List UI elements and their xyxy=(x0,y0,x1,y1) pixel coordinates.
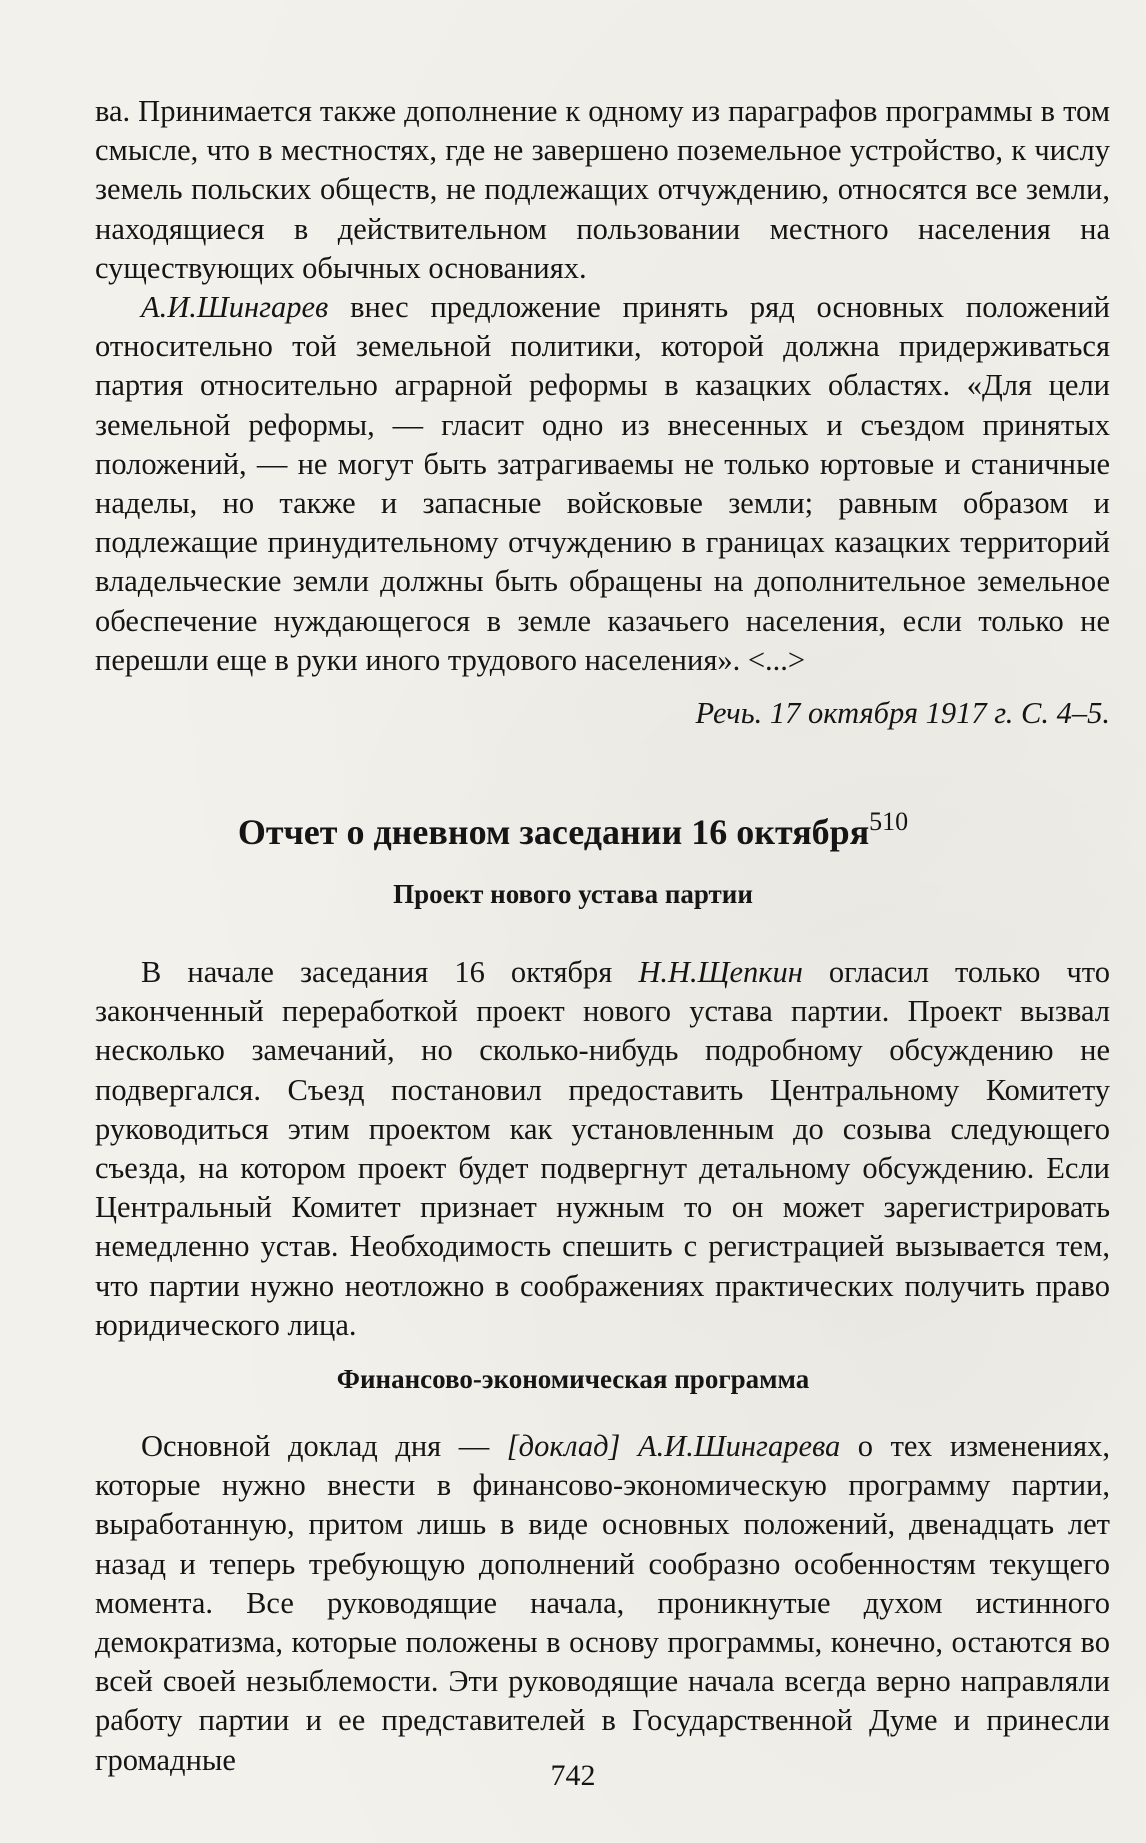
charter-text-block xyxy=(95,953,1110,1345)
finance-text-block xyxy=(95,1427,1110,1780)
finance-paragraph xyxy=(95,1427,1110,1780)
bracket-report: [доклад] xyxy=(506,1429,621,1463)
shingarev-name: А.И.Шингарев xyxy=(141,290,329,325)
charter-paragraph xyxy=(95,953,1110,1345)
shingarev-genitive-name: А.И.Шингарева xyxy=(637,1429,841,1463)
top-text-block xyxy=(95,92,1110,680)
section-heading-finance: Финансово-экономическая программа xyxy=(336,1364,810,1394)
page-number: 742 xyxy=(550,1759,596,1792)
charter-text-before: В начале заседания 16 октября xyxy=(141,955,639,989)
charter-text-after: огласил только что законченный переработкой проект нового устава партии. Проект вызвал несколько замечаний, но сколько-нибудь подробному обсуждению не подвергался. Съезд постановил предоставить Центральному Комитету руководиться этим проектом как установленным до созыва следующего съезда, на котором проект будет подвергнут детальному обсуждению. Если Центральный Комитет признает нужным то он может зарегистрировать немедленно устав. Необходимость спешить с регистрацией вызывается тем, что партии нужно неотложно в соображениях практических получить право юридического лица. xyxy=(95,955,1110,1342)
finance-text-after: о тех изменениях, которые нужно внести в финансово-экономическую программу партии, выработанную, притом лишь в виде основных положений, двенадцать лет назад и теперь требующую дополнений сообразно особенностям текущего момента. Все руководящие начала, проникнутые духом истинного демократизма, которые положены в основу программы, конечно, остаются во всей своей незыблемости. Эти руководящие начала всегда верно направляли работу партии и ее представителей в Государственной Думе и принесли громадные xyxy=(95,1429,1111,1777)
shingarev-paragraph xyxy=(95,288,1110,680)
finance-text-before: Основной доклад дня — xyxy=(141,1429,507,1463)
report-title-text: Отчет о дневном заседании 16 октября xyxy=(237,812,870,852)
shingarev-text: внес предложение принять ряд основных положений относительно той земельной политики, которой должна придерживаться партия относительно аграрной реформы в казацких областях. «Для цели земельной реформы, — гласит одно из внесенных и съездом принятых положений, — не могут быть затрагиваемы не только юртовые и станичные наделы, но также и запасные войсковые земли; равным образом и подлежащие принудительному отчуждению в границах казацких территорий владельческие земли должны быть обращены на дополнительное земельное обеспечение нуждающегося в земле казачьего населения, если только не перешли еще в руки иного трудового населения». <...> xyxy=(95,290,1110,677)
section-heading-charter: Проект нового устава партии xyxy=(393,879,753,909)
report-title xyxy=(0,800,1146,854)
continued-paragraph: ва. Принимается также дополнение к одному из параграфов программы в том смысле, что в местностях, где не завершено поземельное устройство, к числу земель польских обществ, не подлежащих отчуждению, относятся все земли, находящиеся в действительном пользовании местного населения на существующих обычных основаниях. xyxy=(95,94,1110,285)
shchepkin-name: Н.Н.Щепкин xyxy=(638,955,803,989)
footnote-ref: 510 xyxy=(869,807,909,836)
source-citation: Речь. 17 октября 1917 г. С. 4–5. xyxy=(695,696,1110,730)
